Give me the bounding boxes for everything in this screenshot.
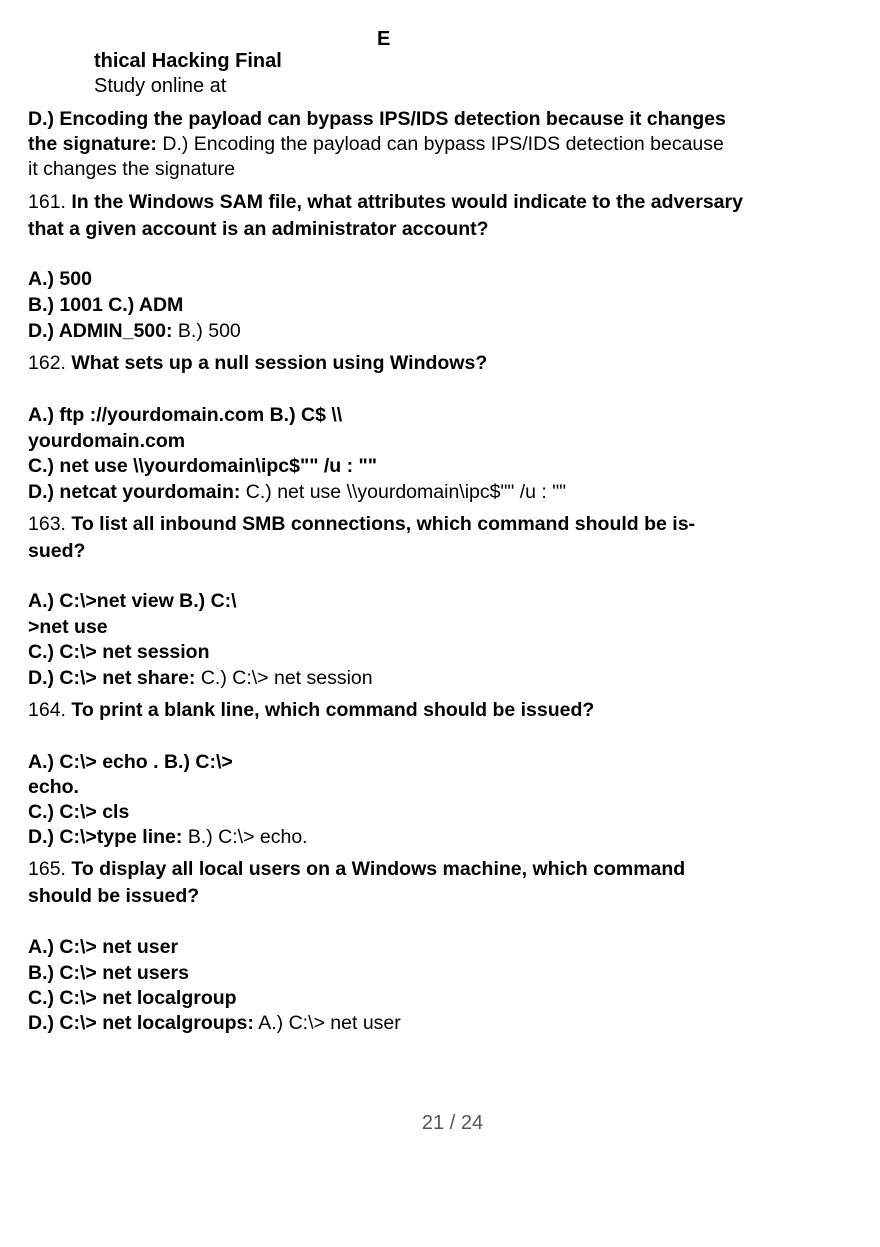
option-d-answer <box>28 318 241 344</box>
option-d: D.) C:\> net localgroups: <box>28 1012 254 1034</box>
option-a: A.) C:\> net user <box>28 936 179 958</box>
option-a-b: A.) C:\>net view B.) C:\ <box>28 590 237 612</box>
page-number: 21 / 24 <box>421 1112 484 1134</box>
header-subtitle: Study online at <box>94 75 227 97</box>
question-text-line-2: sued? <box>28 540 86 562</box>
intro-line-2-bold: the signature: <box>28 133 157 155</box>
correct-answer: C.) C:\> net session <box>195 667 373 689</box>
question-text-line-1: To list all inbound SMB connections, which command should be is- <box>65 513 696 535</box>
option-d-answer <box>28 1010 401 1036</box>
intro-line-3: it changes the signature <box>28 158 236 180</box>
question-text-line-1: To print a blank line, which command should be issued? <box>65 699 595 721</box>
question-number: 162. <box>28 352 66 374</box>
option-a-b: A.) C:\> echo . B.) C:\> <box>28 751 233 773</box>
option-d-answer <box>28 479 566 505</box>
option-b-continued: >net use <box>28 616 108 638</box>
correct-answer: B.) C:\> echo. <box>182 826 308 848</box>
question-text <box>28 189 743 215</box>
correct-answer: C.) net use \\yourdomain\ipc$"" /u : "" <box>240 481 567 503</box>
option-d: D.) C:\> net share: <box>28 667 196 689</box>
option-b-c: B.) 1001 C.) ADM <box>28 294 184 316</box>
header-title: thical Hacking Final <box>94 50 282 72</box>
option-d: D.) netcat yourdomain: <box>28 481 241 503</box>
option-d-answer <box>28 665 373 691</box>
question-text <box>28 697 594 723</box>
intro-line-1: D.) Encoding the payload can bypass IPS/IDS detection because it changes <box>28 108 726 130</box>
question-number: 164. <box>28 699 66 721</box>
question-text-line-1: What sets up a null session using Windows? <box>65 352 488 374</box>
option-c: C.) C:\> net localgroup <box>28 987 237 1009</box>
correct-answer: B.) 500 <box>172 320 241 342</box>
option-c: C.) C:\> net session <box>28 641 210 663</box>
option-b-continued: echo. <box>28 776 79 798</box>
question-number: 163. <box>28 513 66 535</box>
intro-line-2 <box>28 131 724 157</box>
option-d: D.) C:\>type line: <box>28 826 183 848</box>
question-text-line-1: To display all local users on a Windows machine, which command <box>65 858 686 880</box>
option-b: B.) C:\> net users <box>28 962 189 984</box>
question-text <box>28 350 487 376</box>
question-text-line-1: In the Windows SAM file, what attributes would indicate to the adversary <box>65 191 743 213</box>
header-letter: E <box>377 28 391 50</box>
question-text-line-2: that a given account is an administrator account? <box>28 218 489 240</box>
question-text <box>28 511 695 537</box>
question-number: 165. <box>28 858 66 880</box>
correct-answer: A.) C:\> net user <box>253 1012 401 1034</box>
option-c: C.) net use \\yourdomain\ipc$"" /u : "" <box>28 455 378 477</box>
option-c: C.) C:\> cls <box>28 801 130 823</box>
option-a: A.) 500 <box>28 268 92 290</box>
option-b-continued: yourdomain.com <box>28 430 186 452</box>
option-d-answer <box>28 824 308 850</box>
intro-line-2-answer: D.) Encoding the payload can bypass IPS/IDS detection because <box>156 133 724 155</box>
question-text-line-2: should be issued? <box>28 885 200 907</box>
question-number: 161. <box>28 191 66 213</box>
question-text <box>28 856 685 882</box>
option-d: D.) ADMIN_500: <box>28 320 173 342</box>
option-a-b: A.) ftp ://yourdomain.com B.) C$ \\ <box>28 404 343 426</box>
